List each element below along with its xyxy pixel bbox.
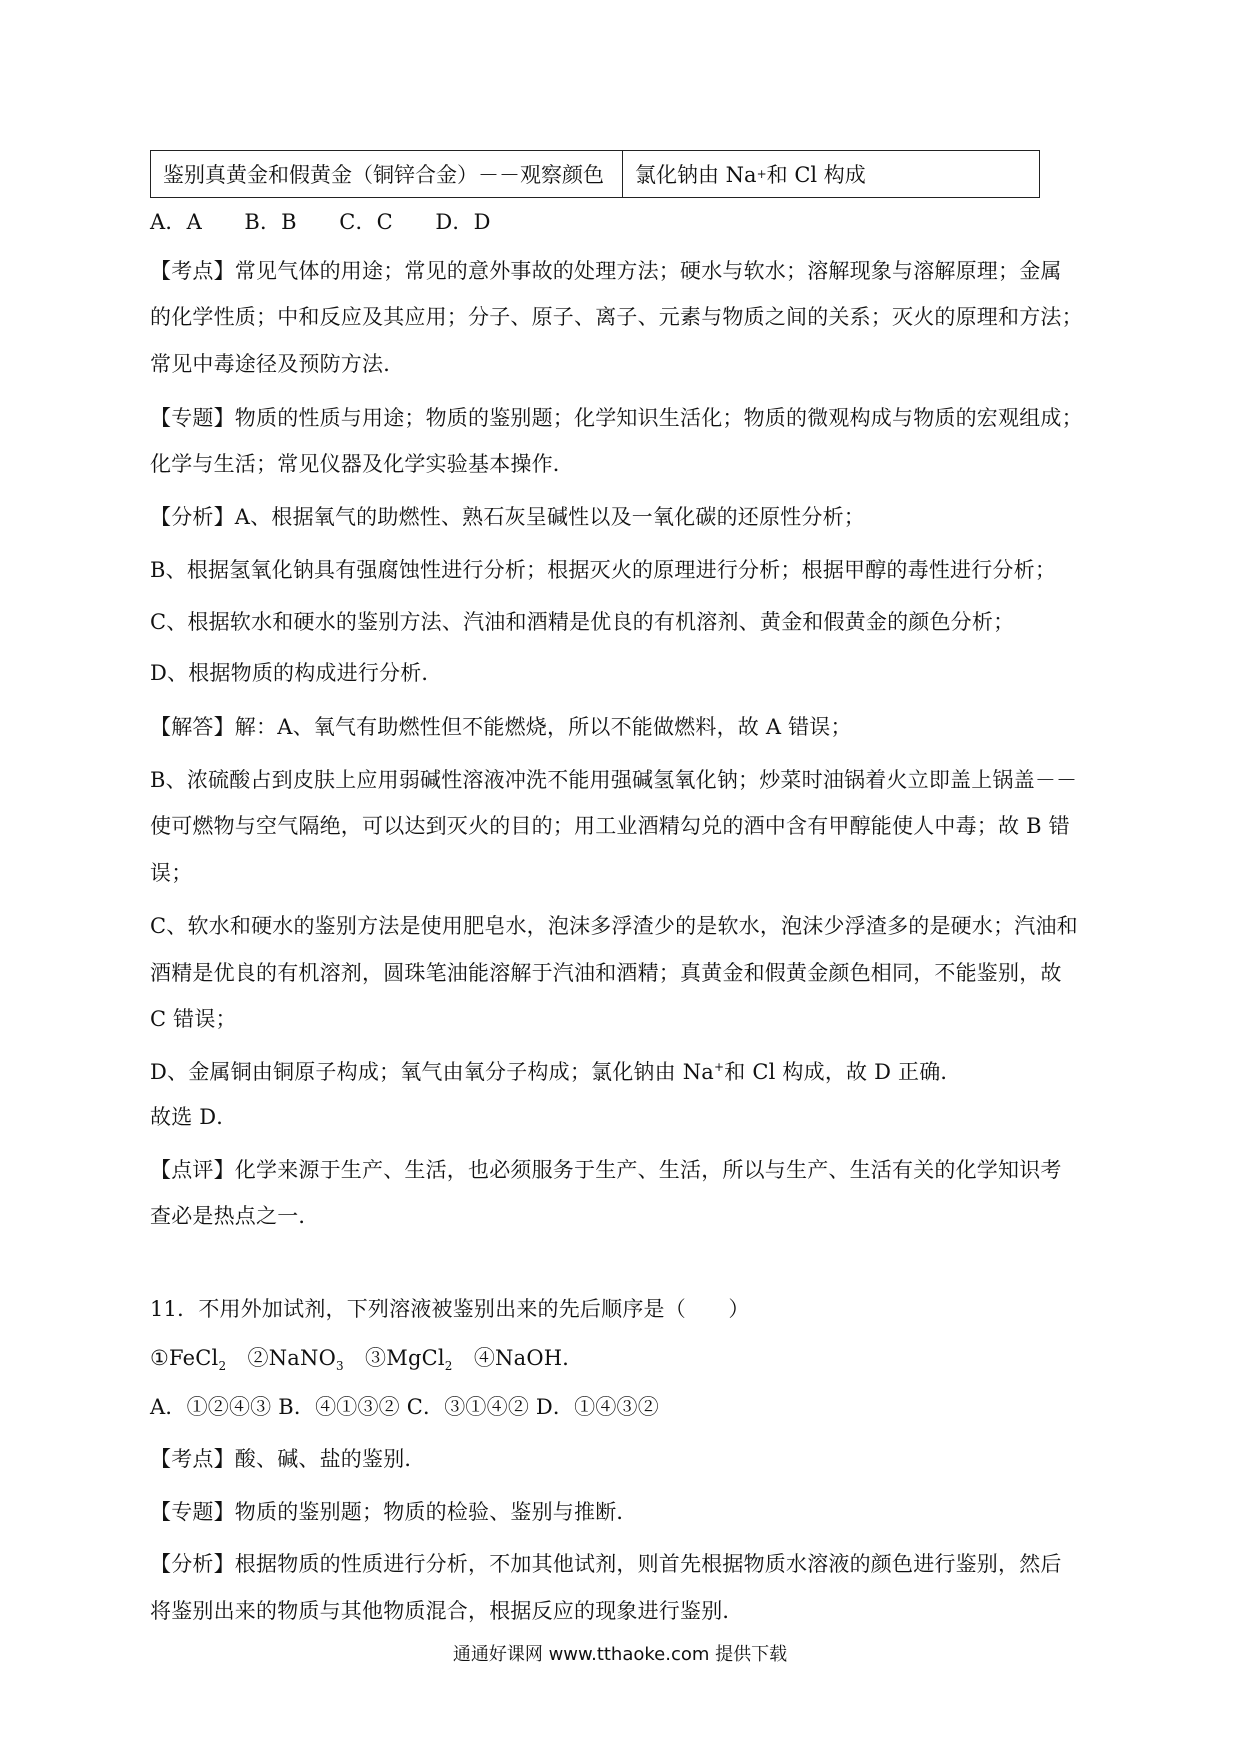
- text-line: 将鉴别出来的物质与其他物质混合，根据反应的现象进行鉴别．: [150, 1599, 744, 1623]
- text-line: D、根据物质的构成进行分析．: [150, 661, 443, 685]
- formula-2: ②NaNO: [226, 1346, 336, 1370]
- text-line: C 错误；: [150, 1007, 237, 1031]
- text-line: 酒精是优良的有机溶剂，圆珠笔油能溶解于汽油和酒精；真黄金和假黄金颜色相同，不能鉴别，故: [150, 961, 1062, 985]
- text-line: 【考点】酸、碱、盐的鉴别．: [150, 1447, 426, 1471]
- formula-3: ③MgCl: [343, 1346, 445, 1370]
- table-cell-left: [151, 151, 623, 197]
- formula-3-sub: 2: [444, 1359, 453, 1374]
- text-line: 【考点】常见气体的用途；常见的意外事故的处理方法；硬水与软水；溶解现象与溶解原理；金属: [150, 259, 1062, 283]
- question-title: 11．不用外加试剂，下列溶液被鉴别出来的先后顺序是（ ）: [150, 1297, 750, 1321]
- formula-1: ①FeCl: [150, 1346, 219, 1370]
- text-line: 使可燃物与空气隔绝，可以达到灭火的目的；用工业酒精勾兑的酒中含有甲醇能使人中毒；故 B 错: [150, 814, 1070, 838]
- text-line: 【分析】A、根据氧气的助燃性、熟石灰呈碱性以及一氧化碳的还原性分析；: [150, 505, 865, 529]
- options-line: A．A B．B C．C D．D: [150, 210, 491, 234]
- chem-formula-line: [150, 1343, 583, 1373]
- text-line: B、根据氢氧化钠具有强腐蚀性进行分析；根据灭火的原理进行分析；根据甲醇的毒性进行分析；: [150, 558, 1057, 582]
- table-cell-left-text: 鉴别真黄金和假黄金（铜锌合金）－－观察颜色: [163, 163, 604, 187]
- page-footer: 通通好课网 www.tthaoke.com 提供下载: [452, 1644, 788, 1665]
- text-line: 【分析】根据物质的性质进行分析，不加其他试剂，则首先根据物质水溶液的颜色进行鉴别，然后: [150, 1552, 1062, 1576]
- options-line: A．①②④③ B．④①③② C．③①④② D．①④③②: [150, 1395, 659, 1419]
- text-line: 【专题】物质的性质与用途；物质的鉴别题；化学知识生活化；物质的微观构成与物质的宏观组成；: [150, 406, 1083, 430]
- formula-1-sub: 2: [218, 1359, 227, 1374]
- formula-2-sub: 3: [336, 1359, 344, 1374]
- table-cell-right-prefix: 氯化钠由 Na: [635, 163, 757, 187]
- text-line: 化学与生活；常见仪器及化学实验基本操作．: [150, 452, 574, 476]
- text-line: 误；: [150, 861, 193, 885]
- text-line-d-sup: +: [714, 1060, 725, 1074]
- text-line-d-suffix: 和 Cl 构成，故 D 正确．: [724, 1060, 962, 1084]
- table-cell-right: 氯化钠由 Na + 和 Cl 构成: [623, 151, 1039, 197]
- text-line: C、根据软水和硬水的鉴别方法、汽油和酒精是优良的有机溶剂、黄金和假黄金的颜色分析；: [150, 610, 1015, 634]
- table-cell-right-suffix: 和 Cl 构成: [766, 163, 866, 187]
- text-line: 【解答】解：A、氧气有助燃性但不能燃烧，所以不能做燃料，故 A 错误；: [150, 715, 852, 739]
- text-line: 常见中毒途径及预防方法．: [150, 352, 405, 376]
- text-line: B、浓硫酸占到皮肤上应用弱碱性溶液冲洗不能用强碱氢氧化钠；炒菜时油锅着火立即盖上锅盖－－: [150, 768, 1078, 792]
- text-line: 的化学性质；中和反应及其应用；分子、原子、离子、元素与物质之间的关系；灭火的原理和方法；: [150, 305, 1083, 329]
- text-line: 【专题】物质的鉴别题；物质的检验、鉴别与推断．: [150, 1500, 638, 1524]
- text-line: 【点评】化学来源于生产、生活，也必须服务于生产、生活，所以与生产、生活有关的化学知识考: [150, 1158, 1062, 1182]
- text-line-d-prefix: D、金属铜由铜原子构成；氧气由氧分子构成；氯化钠由 Na: [150, 1060, 715, 1084]
- formula-4: ④NaOH．: [452, 1346, 584, 1370]
- text-line-d: [150, 1057, 962, 1087]
- answer-table-row: [150, 150, 1040, 198]
- text-line: 查必是热点之一．: [150, 1204, 320, 1228]
- text-line: C、软水和硬水的鉴别方法是使用肥皂水，泡沫多浮渣少的是软水，泡沫少浮渣多的是硬水；汽油和: [150, 914, 1078, 938]
- text-line: 故选 D．: [150, 1105, 238, 1129]
